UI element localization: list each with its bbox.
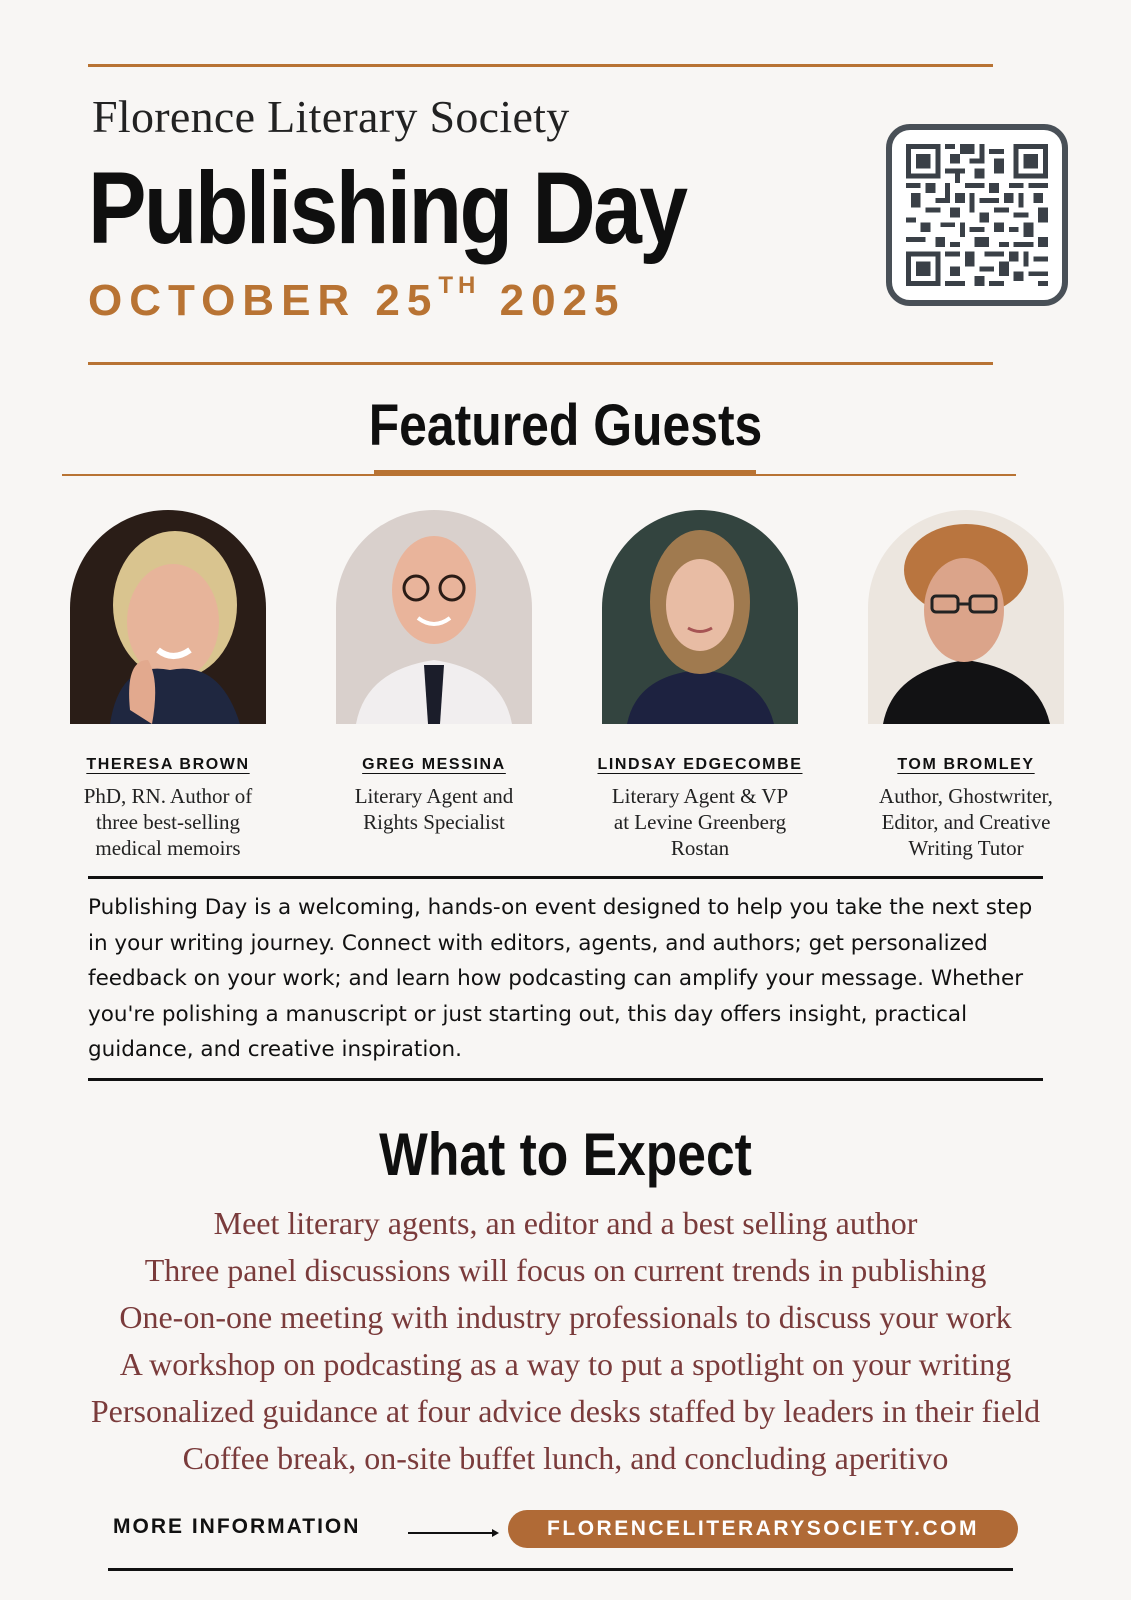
date-suffix: TH xyxy=(438,272,481,300)
guest-role-line: PhD, RN. Author of xyxy=(83,784,253,808)
guest-role-line: Rostan xyxy=(670,836,730,860)
portrait-image xyxy=(868,510,1064,724)
portrait-image xyxy=(70,510,266,724)
guest-role xyxy=(306,783,562,835)
guest-role xyxy=(572,783,828,861)
expect-item: Meet literary agents, an editor and a best selling author xyxy=(213,1205,918,1241)
date-year: 2025 xyxy=(499,276,626,325)
guest-role-line: medical memoirs xyxy=(95,836,241,860)
portrait-image xyxy=(336,510,532,724)
guest-card-theresa-brown xyxy=(70,510,266,860)
featured-underline-accent xyxy=(374,470,756,476)
expect-item: A workshop on podcasting as a way to put a spotlight on your writing xyxy=(119,1346,1012,1382)
arrow-right-icon xyxy=(408,1526,500,1540)
guest-role-line: Literary Agent & VP xyxy=(611,784,789,808)
guest-photo xyxy=(868,510,1064,724)
header-divider xyxy=(88,362,993,365)
description-top-divider xyxy=(88,876,1043,879)
more-information-label: MORE INFORMATION xyxy=(113,1515,361,1538)
guest-name: TOM BROMLEY xyxy=(897,756,1035,773)
guest-role xyxy=(40,783,296,861)
guest-card-greg-messina xyxy=(336,510,532,834)
guest-role-line: Editor, and Creative xyxy=(881,810,1051,834)
website-link[interactable]: FLORENCELITERARYSOCIETY.COM xyxy=(508,1510,1018,1548)
guest-name: GREG MESSINA xyxy=(362,756,506,773)
guest-photo xyxy=(70,510,266,724)
expect-item: Personalized guidance at four advice desks staffed by leaders in their field xyxy=(90,1393,1041,1429)
guest-role-line: Writing Tutor xyxy=(908,836,1024,860)
event-description: Publishing Day is a welcoming, hands-on event designed to help you take the next step in your writing journey. Connect with editors, agents, and authors; get personalized feedback on your work; and learn how podcasting can amplify your message. Whether you're polishing a manuscript or just starting out, this day offers insight, practical guidance, and creative inspiration. xyxy=(88,895,1033,1062)
guest-role-line: Rights Specialist xyxy=(363,810,505,834)
portrait-image xyxy=(602,510,798,724)
guest-photo xyxy=(336,510,532,724)
guest-role xyxy=(838,783,1094,861)
guest-name: THERESA BROWN xyxy=(86,756,250,773)
organization-name: Florence Literary Society xyxy=(92,91,570,142)
description-bottom-divider xyxy=(88,1078,1043,1081)
expect-item: Coffee break, on-site buffet lunch, and concluding aperitivo xyxy=(182,1440,949,1476)
guest-photo xyxy=(602,510,798,724)
guest-name: LINDSAY EDGECOMBE xyxy=(597,756,803,773)
what-to-expect-heading: What to Expect xyxy=(379,1121,752,1188)
expect-list xyxy=(0,1200,1131,1482)
qr-code-icon[interactable] xyxy=(886,124,1068,306)
event-title: Publishing Day xyxy=(88,151,686,265)
guest-card-lindsay-edgecombe xyxy=(597,510,803,860)
guest-role-line: at Levine Greenberg xyxy=(613,810,787,834)
qr-code-pattern xyxy=(906,144,1048,286)
expect-item: Three panel discussions will focus on current trends in publishing xyxy=(144,1252,987,1288)
event-date xyxy=(88,272,626,326)
top-divider xyxy=(88,64,993,67)
footer-divider xyxy=(108,1568,1013,1571)
featured-guests-heading: Featured Guests xyxy=(368,393,763,458)
guest-role-line: Author, Ghostwriter, xyxy=(879,784,1053,808)
expect-item: One-on-one meeting with industry professionals to discuss your work xyxy=(119,1299,1012,1335)
date-main: OCTOBER 25 xyxy=(88,276,439,325)
guest-card-tom-bromley xyxy=(868,510,1064,860)
guest-role-line: three best-selling xyxy=(95,810,241,834)
guest-role-line: Literary Agent and xyxy=(354,784,514,808)
